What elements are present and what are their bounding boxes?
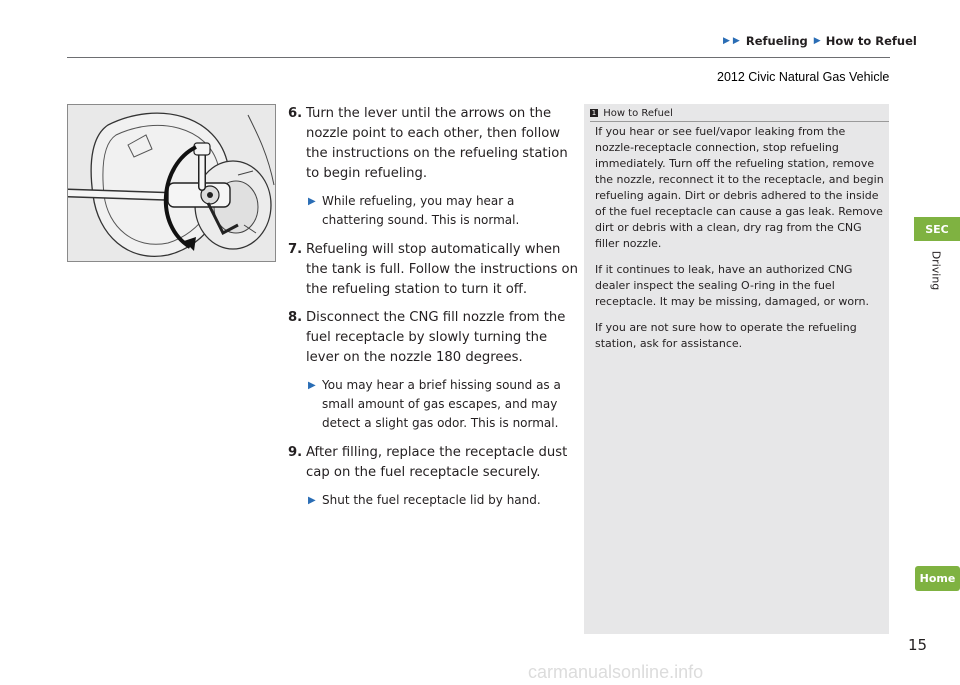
- step-number: 9.: [288, 445, 303, 460]
- step-text: Refueling will stop automatically when the tank is full. Follow the instructions on the refueling station to turn it off.: [306, 242, 578, 297]
- header-divider: [67, 57, 890, 58]
- breadcrumb-arrow-icon: ▶: [732, 36, 740, 46]
- side-note-header: [590, 108, 889, 122]
- home-button[interactable]: Home: [915, 566, 960, 591]
- breadcrumb-separator-icon: ▶: [813, 36, 821, 46]
- note-arrow-icon: ▶: [308, 196, 316, 207]
- side-note-paragraph: If you are not sure how to operate the refueling station, ask for assistance.: [595, 321, 857, 350]
- step-item: [288, 104, 580, 184]
- step-item: [288, 308, 580, 368]
- step-note-text: While refueling, you may hear a chattering sound. This is normal.: [322, 194, 520, 227]
- reference-mark-icon: 1: [591, 109, 597, 117]
- side-note-title: How to Refuel: [603, 108, 673, 119]
- nozzle-illustration-graphic: [68, 105, 276, 262]
- step-note: [306, 491, 580, 510]
- chapter-tab-driving[interactable]: [926, 244, 946, 304]
- note-arrow-icon: ▶: [308, 380, 316, 391]
- step-item: [288, 240, 580, 300]
- side-note-paragraph: If you hear or see fuel/vapor leaking from the nozzle-receptacle connection, stop refueling immediately. Turn off the refueling station, remove the nozzle, reconnect it to the receptacle, and begin refueling again. Dirt or debris adhered to the inside of the fuel receptacle can cause a gas leak. Remove dirt or debris with a clean, dry rag from the CNG filler nozzle.: [595, 125, 884, 250]
- chapter-tab-label: Driving: [929, 250, 943, 291]
- side-note-body: [595, 124, 885, 362]
- step-number: 7.: [288, 242, 303, 257]
- refueling-nozzle-illustration: [67, 104, 276, 262]
- step-note: [306, 192, 580, 230]
- side-note-paragraph: If it continues to leak, have an authorized CNG dealer inspect the sealing O-ring in the fuel receptacle. It may be missing, damaged, or worn.: [595, 263, 869, 308]
- step-text: After filling, replace the receptacle dust cap on the fuel receptacle securely.: [306, 445, 568, 480]
- step-text: Turn the lever until the arrows on the nozzle point to each other, then follow the instructions on the refueling station to begin refueling.: [306, 106, 568, 181]
- step-number: 8.: [288, 310, 303, 325]
- step-number: 6.: [288, 106, 303, 121]
- side-note-box: [584, 104, 889, 634]
- breadcrumb-arrow-icon: ▶: [723, 36, 730, 46]
- note-arrow-icon: ▶: [308, 495, 316, 506]
- breadcrumb-item-how-to-refuel[interactable]: How to Refuel: [825, 34, 917, 48]
- step-item: [288, 443, 580, 483]
- step-note-text: You may hear a brief hissing sound as a small amount of gas escapes, and may detect a slight gas odor. This is normal.: [322, 378, 561, 430]
- step-note: [306, 376, 580, 433]
- section-tab[interactable]: SEC: [914, 217, 960, 241]
- watermark: carmanualsonline.info: [528, 662, 704, 682]
- step-note-text: Shut the fuel receptacle lid by hand.: [322, 493, 541, 507]
- breadcrumb: [723, 34, 917, 48]
- vehicle-title: 2012 Civic Natural Gas Vehicle: [717, 70, 890, 84]
- page-number: 15: [908, 636, 928, 654]
- refueling-steps: [288, 104, 580, 520]
- breadcrumb-item-refueling[interactable]: Refueling: [745, 34, 808, 48]
- step-text: Disconnect the CNG fill nozzle from the fuel receptacle by slowly turning the lever on the nozzle 180 degrees.: [306, 310, 566, 365]
